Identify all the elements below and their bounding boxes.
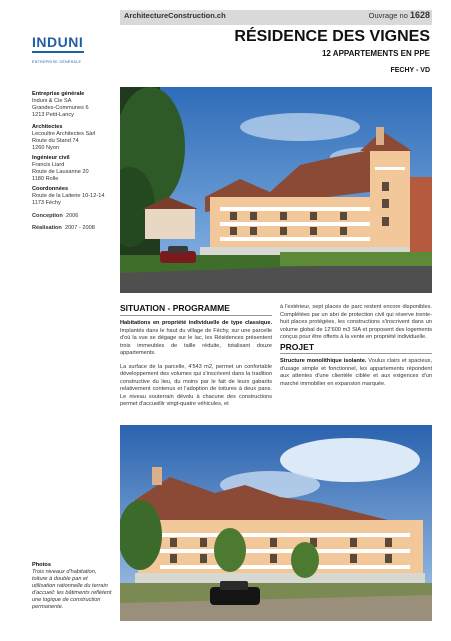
sidebar-ingenieur <box>32 155 112 183</box>
paragraph-lead: Habitations en propriété individuelle de type classique. <box>120 320 272 326</box>
sidebar-architectes <box>32 124 112 152</box>
caption-heading: Photos <box>32 562 51 568</box>
caption-text: Trois niveaux d'habitation, toiture à double pan et utilisation rationnelle du terrain d'accueil: les bâtiments reflètent une logique de construction permanente. <box>32 569 112 610</box>
sidebar-coordonnees <box>32 186 112 207</box>
sidebar-conception <box>32 213 112 220</box>
paragraph: à l'extérieur, sept places de parc restent encore disponibles. Complétées par un abri de protection civil qui réserve trente-huit places protégées, les constructions s'inscrivent dans un volume global de 12'600 m3 SIA et proposent des logements conçus pour être offerts à la vente en propriété individuelle. <box>280 304 432 340</box>
sidebar-line: 1213 Petit-Lancy <box>32 112 74 118</box>
ouvrage-number <box>369 10 430 20</box>
sidebar-line: 1173 Féchy <box>32 200 61 206</box>
page-title: RÉSIDENCE DES VIGNES <box>234 28 430 45</box>
ouvrage-label: Ouvrage no <box>368 11 408 20</box>
sidebar-label: Réalisation <box>32 225 62 231</box>
section-divider <box>280 353 432 354</box>
logo-underline <box>32 51 84 53</box>
sidebar-realisation <box>32 225 112 232</box>
sidebar-entreprise <box>32 91 112 119</box>
paragraph-body: Voulus clairs et spacieux, d'usage simple et fonctionnel, les appartements répondent aux attentes d'une clientèle ciblée et aux exigences d'un marché immobilier en expansion marquée. <box>280 358 432 387</box>
projet-text <box>280 358 432 394</box>
ouvrage-value: 1628 <box>409 10 430 20</box>
sidebar-heading: Entreprise générale <box>32 91 85 97</box>
page-subtitle: 12 APPARTEMENTS EN PPE <box>321 49 430 58</box>
induni-logo: INDUNI <box>32 34 84 50</box>
paragraph <box>280 358 432 388</box>
sidebar-line: Grandes-Communes 6 <box>32 105 89 111</box>
section-divider <box>120 315 272 316</box>
right-column-text <box>280 304 432 348</box>
sidebar-heading: Coordonnées <box>32 186 69 192</box>
situation-text <box>120 320 272 415</box>
site-name: ArchitectureConstruction.ch <box>124 11 226 20</box>
sidebar-heading: Architectes <box>32 124 63 130</box>
sidebar-value: 2006 <box>65 213 79 219</box>
sidebar-line: Induni & Cie SA <box>32 98 72 104</box>
paragraph-body: Implantés dans le haut du village de Féchy, sur une parcelle d'où la vue se dégage sur le lac, les Résidences présentent trois immeubles de taille réduite, totalisant douze appartements. <box>120 327 272 356</box>
paragraph <box>120 320 272 358</box>
sidebar-line: Route de la Laiterie 10-12-14 <box>32 193 105 199</box>
sidebar-value: 2007 - 2008 <box>64 225 95 231</box>
sidebar-line: Route du Stand 74 <box>32 138 79 144</box>
building-photo-bottom <box>120 425 432 621</box>
sidebar-line: Route de Lausanne 20 <box>32 169 89 175</box>
sidebar-line: Francis Liard <box>32 162 65 168</box>
paragraph: La surface de la parcelle, 4'543 m2, permet un confortable développement des volumes qui s'inscrivent dans la tradition constructive du lieu, du moins par le fait de leurs gabarits relativement contenus et l'adoption de toitures à deux pans. Le niveau souterrain dévolu à chacune des constructions permet d'accueillir vingt-quatre véhicules, et <box>120 363 272 407</box>
project-location: FECHY - VD <box>390 67 430 74</box>
sidebar-line: 1180 Rolle <box>32 176 59 182</box>
sidebar-heading: Ingénieur civil <box>32 155 70 161</box>
sidebar-label: Conception <box>32 213 63 219</box>
sidebar-line: 1260 Nyon <box>32 145 60 151</box>
building-photo-top <box>120 87 432 293</box>
section-heading-situation: SITUATION - PROGRAMME <box>120 303 230 313</box>
logo-tagline: ENTREPRISE GÉNÉRALE <box>32 60 82 64</box>
section-heading-projet: PROJET <box>280 342 315 352</box>
paragraph-lead: Structure monolithique isolante. <box>280 358 367 364</box>
sidebar-line: Lecoultre Architectes Sàrl <box>32 131 96 137</box>
photo-caption <box>32 562 112 611</box>
